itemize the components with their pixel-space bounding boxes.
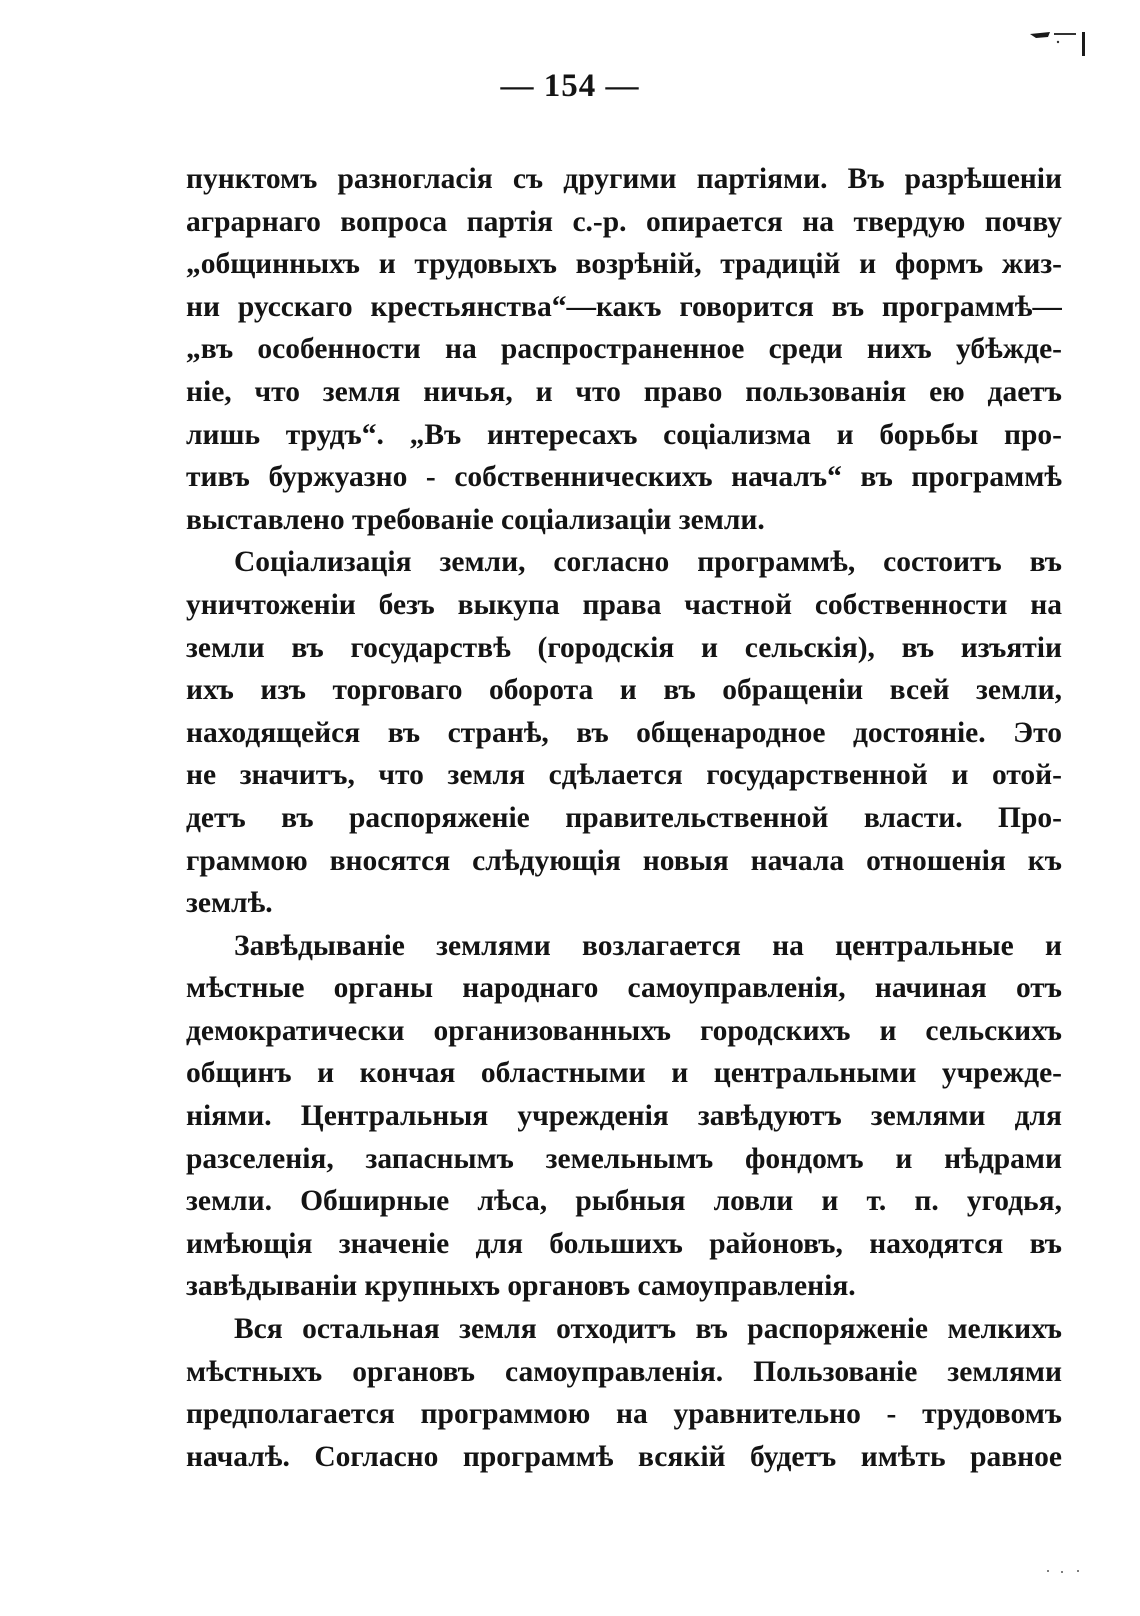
- text-line: ніями. Центральныя учрежденія завѣдуютъ землями для: [186, 1100, 1062, 1133]
- paragraph: [186, 541, 1062, 924]
- text-line: аграрнаго вопроса партія с.-р. опирается на твердую почву: [186, 205, 1062, 238]
- text-line: тивъ буржуазно - собственническихъ началъ“ въ программѣ: [186, 461, 1062, 494]
- text-line: демократически организованныхъ городскихъ и сельскихъ: [186, 1014, 1062, 1047]
- text-line: пунктомъ разногласія съ другими партіями. Въ разрѣшеніи: [186, 163, 1062, 195]
- text-line: находящейся въ странѣ, въ общенародное достояніе. Это: [186, 716, 1062, 749]
- corner-scan-mark: [1028, 28, 1088, 58]
- text-line: началѣ. Согласно программѣ всякій будетъ имѣть равное: [186, 1440, 1062, 1473]
- text-line: мѣстныхъ органовъ самоуправленія. Пользованіе землями: [186, 1355, 1062, 1388]
- text-line: ихъ изъ торговаго оборота и въ обращеніи всей земли,: [186, 674, 1062, 707]
- scan-specks: [1040, 1566, 1100, 1576]
- text-line: земли. Обширные лѣса, рыбныя ловли и т. п. угодья,: [186, 1185, 1062, 1218]
- text-line: граммою вносятся слѣдующія новыя начала отношенія къ: [186, 844, 1062, 877]
- text-line: уничтоженіи безъ выкупа права частной собственности на: [186, 588, 1062, 621]
- body-text: [186, 158, 1062, 1478]
- text-line: детъ въ распоряженіе правительственной власти. Про-: [186, 801, 1062, 834]
- text-line: предполагается программою на уравнительно - трудовомъ: [186, 1398, 1062, 1431]
- text-line: имѣющія значеніе для большихъ районовъ, находятся въ: [186, 1227, 1062, 1260]
- text-line: ни русскаго крестьянства“—какъ говорится въ программѣ—: [186, 290, 1062, 323]
- text-line: землѣ.: [186, 887, 273, 920]
- text-line: завѣдываніи крупныхъ органовъ самоуправленія.: [186, 1270, 856, 1303]
- text-line: Соціализація земли, согласно программѣ, состоитъ въ: [234, 546, 1062, 579]
- paragraph: [186, 925, 1062, 1308]
- paragraph: [186, 1308, 1062, 1478]
- text-line: Вся остальная земля отходитъ въ распоряженіе мелкихъ: [234, 1313, 1062, 1346]
- text-line: ніе, что земля ничья, и что право пользованія ею даетъ: [186, 375, 1062, 408]
- text-line: Завѣдываніе землями возлагается на центральные и: [234, 929, 1062, 962]
- text-line: общинъ и кончая областными и центральными учрежде-: [186, 1057, 1062, 1090]
- text-line: „общинныхъ и трудовыхъ возрѣній, традицій и формъ жиз-: [186, 248, 1062, 281]
- text-line: „въ особенности на распространенное среди нихъ убѣжде-: [186, 333, 1062, 366]
- text-line: лишь трудъ“. „Въ интересахъ соціализма и борьбы про-: [186, 418, 1062, 451]
- text-line: разселенія, запаснымъ земельнымъ фондомъ и нѣдрами: [186, 1142, 1062, 1175]
- text-line: выставлено требованіе соціализаціи земли.: [186, 503, 765, 536]
- text-line: мѣстные органы народнаго самоуправленія, начиная отъ: [186, 972, 1062, 1005]
- text-line: земли въ государствѣ (городскія и сельскія), въ изъятіи: [186, 631, 1062, 664]
- text-line: не значитъ, что земля сдѣлается государственной и отой-: [186, 759, 1062, 792]
- paragraph: [186, 158, 1062, 541]
- page-number: — 154 —: [500, 68, 640, 104]
